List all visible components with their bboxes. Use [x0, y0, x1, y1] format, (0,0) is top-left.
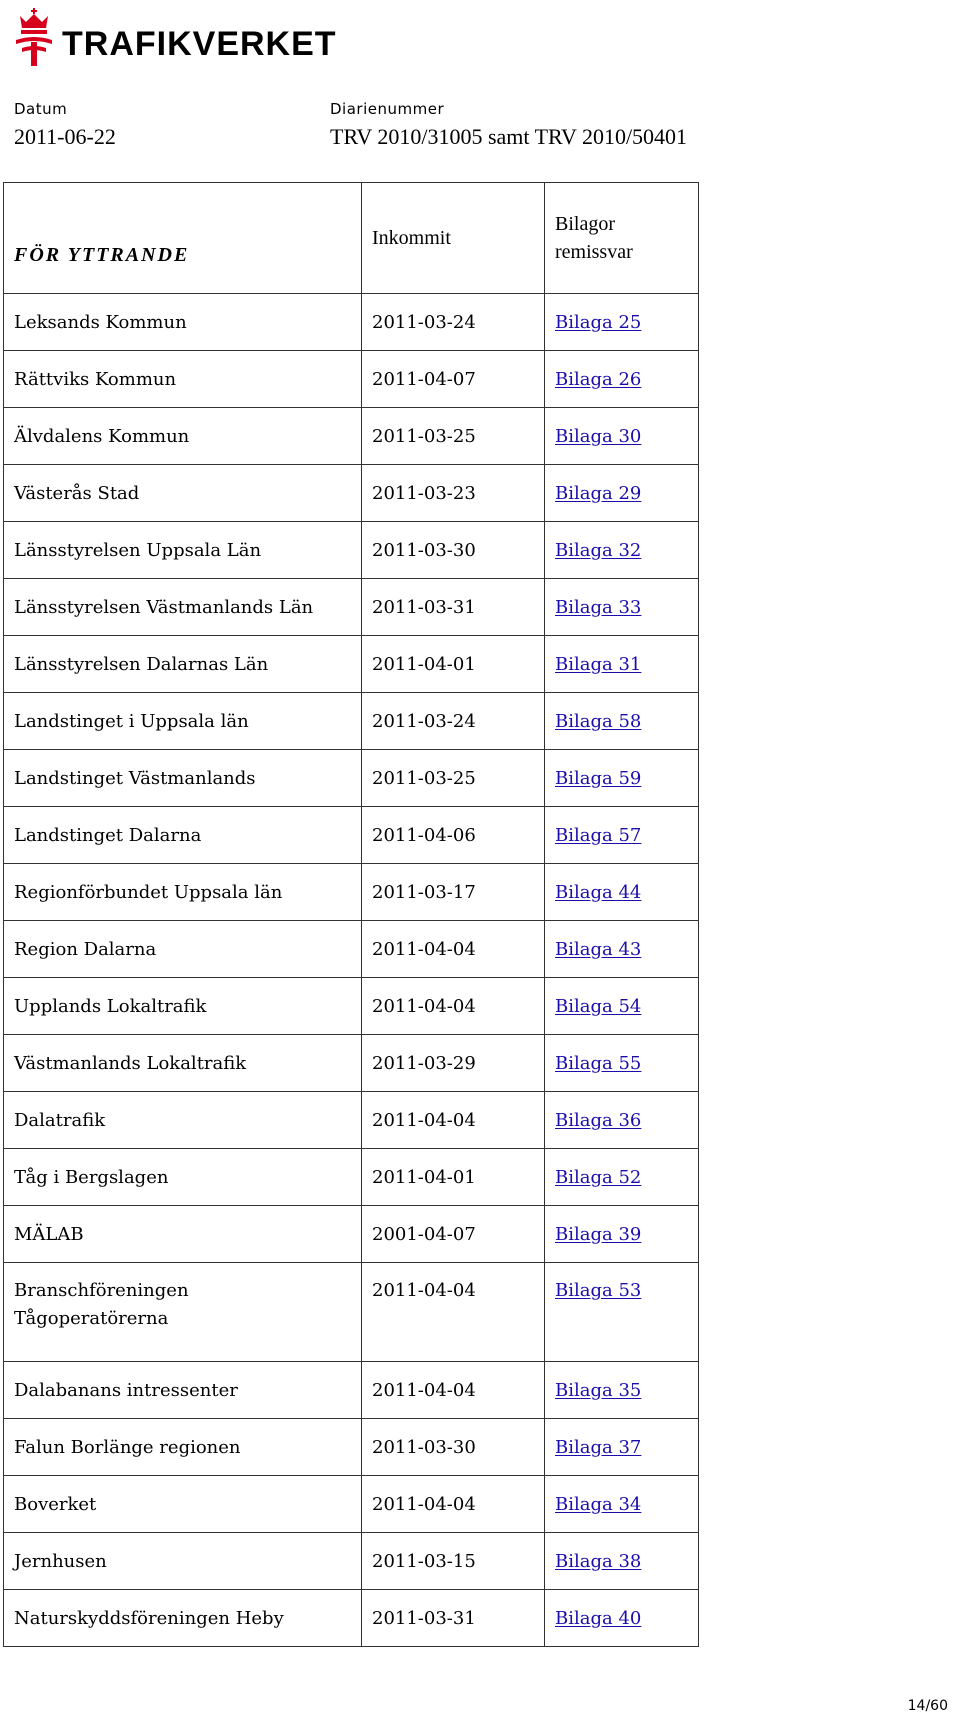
column-header-inkommit: Inkommit — [362, 183, 545, 294]
respondent-name-cell: Leksands Kommun — [4, 294, 362, 351]
trafikverket-logo — [12, 8, 337, 70]
table-row — [4, 1206, 699, 1263]
attachment-link[interactable]: Bilaga 26 — [555, 368, 642, 390]
respondent-name-cell: Landstinget Västmanlands — [4, 750, 362, 807]
respondent-name-cell: Västmanlands Lokaltrafik — [4, 1035, 362, 1092]
referral-responses-table — [3, 182, 699, 1647]
attachment-link[interactable]: Bilaga 39 — [555, 1223, 642, 1245]
attachment-link[interactable]: Bilaga 40 — [555, 1607, 642, 1629]
attachment-link[interactable]: Bilaga 36 — [555, 1109, 642, 1131]
attachment-cell — [545, 351, 699, 408]
table-row — [4, 408, 699, 465]
table-row — [4, 921, 699, 978]
attachment-link[interactable]: Bilaga 58 — [555, 710, 642, 732]
received-date-cell: 2011-03-30 — [362, 522, 545, 579]
attachment-cell — [545, 750, 699, 807]
table-row — [4, 1035, 699, 1092]
attachment-cell — [545, 294, 699, 351]
attachment-cell — [545, 465, 699, 522]
received-date-cell: 2011-03-17 — [362, 864, 545, 921]
diary-number-value: TRV 2010/31005 samt TRV 2010/50401 — [330, 124, 688, 149]
attachment-link[interactable]: Bilaga 57 — [555, 824, 642, 846]
respondent-name-cell: Jernhusen — [4, 1533, 362, 1590]
respondent-name-cell: Länsstyrelsen Västmanlands Län — [4, 579, 362, 636]
received-date-cell: 2011-03-24 — [362, 693, 545, 750]
table-row — [4, 807, 699, 864]
diary-number-block — [330, 100, 687, 150]
respondent-name-cell: Tåg i Bergslagen — [4, 1149, 362, 1206]
column-header-bilagor — [545, 183, 699, 294]
received-date-cell: 2011-03-31 — [362, 1590, 545, 1647]
received-date-cell: 2011-03-24 — [362, 294, 545, 351]
table-row — [4, 522, 699, 579]
attachment-link[interactable]: Bilaga 25 — [555, 311, 642, 333]
date-label: Datum — [14, 100, 68, 118]
attachment-cell — [545, 1533, 699, 1590]
respondent-name-line1: Branschföreningen — [14, 1280, 189, 1301]
table-row — [4, 1476, 699, 1533]
respondent-name-line2: Tågoperatörerna — [14, 1308, 169, 1329]
table-row — [4, 864, 699, 921]
respondent-name-cell: Dalabanans intressenter — [4, 1362, 362, 1419]
received-date-cell: 2011-03-30 — [362, 1419, 545, 1476]
column-header-for-yttrande: FÖR YTTRANDE — [4, 183, 362, 294]
received-date-cell: 2011-04-01 — [362, 1149, 545, 1206]
attachment-cell — [545, 1590, 699, 1647]
respondent-name-cell: Regionförbundet Uppsala län — [4, 864, 362, 921]
attachment-cell — [545, 579, 699, 636]
attachment-cell — [545, 807, 699, 864]
respondent-name-cell: Dalatrafik — [4, 1092, 362, 1149]
received-date-cell: 2011-03-23 — [362, 465, 545, 522]
received-date-cell: 2011-04-04 — [362, 1362, 545, 1419]
table-row — [4, 1419, 699, 1476]
attachment-cell — [545, 522, 699, 579]
table-row — [4, 1149, 699, 1206]
received-date-cell: 2011-03-25 — [362, 408, 545, 465]
respondent-name-cell: Älvdalens Kommun — [4, 408, 362, 465]
table-row — [4, 1533, 699, 1590]
attachment-cell — [545, 1149, 699, 1206]
column-header-bilagor-line1: Bilagor — [555, 213, 615, 235]
received-date-cell: 2011-04-07 — [362, 351, 545, 408]
respondent-name-cell: Landstinget Dalarna — [4, 807, 362, 864]
table-row — [4, 465, 699, 522]
respondent-name-cell — [4, 1263, 362, 1362]
received-date-cell: 2011-04-04 — [362, 1092, 545, 1149]
table-row — [4, 1263, 699, 1362]
attachment-link[interactable]: Bilaga 43 — [555, 938, 642, 960]
attachment-cell — [545, 978, 699, 1035]
table-row — [4, 294, 699, 351]
attachment-cell — [545, 636, 699, 693]
date-block — [14, 100, 116, 150]
received-date-cell: 2011-03-25 — [362, 750, 545, 807]
table-row — [4, 579, 699, 636]
received-date-cell: 2011-04-04 — [362, 921, 545, 978]
logo-wordmark: TRAFIKVERKET — [62, 24, 337, 63]
attachment-link[interactable]: Bilaga 33 — [555, 596, 642, 618]
received-date-cell: 2011-03-31 — [362, 579, 545, 636]
attachment-cell — [545, 1419, 699, 1476]
received-date-cell: 2011-04-06 — [362, 807, 545, 864]
attachment-link[interactable]: Bilaga 29 — [555, 482, 642, 504]
attachment-link[interactable]: Bilaga 52 — [555, 1166, 642, 1188]
received-date-cell: 2011-04-04 — [362, 1476, 545, 1533]
page-number: 14/60 — [907, 1698, 948, 1714]
attachment-cell — [545, 864, 699, 921]
received-date-cell: 2011-04-04 — [362, 1263, 545, 1362]
attachment-cell — [545, 921, 699, 978]
respondent-name-cell: Upplands Lokaltrafik — [4, 978, 362, 1035]
received-date-cell: 2011-04-04 — [362, 978, 545, 1035]
attachment-cell — [545, 1362, 699, 1419]
respondent-name-cell: Rättviks Kommun — [4, 351, 362, 408]
table-row — [4, 693, 699, 750]
received-date-cell: 2011-04-01 — [362, 636, 545, 693]
attachment-cell — [545, 408, 699, 465]
attachment-link[interactable]: Bilaga 54 — [555, 995, 642, 1017]
attachment-link[interactable]: Bilaga 32 — [555, 539, 642, 561]
attachment-link[interactable]: Bilaga 30 — [555, 425, 642, 447]
trafikverket-crown-icon — [12, 8, 56, 70]
table-header-row — [4, 183, 699, 294]
attachment-link[interactable]: Bilaga 37 — [555, 1436, 642, 1458]
table-body — [4, 294, 699, 1647]
attachment-link[interactable]: Bilaga 59 — [555, 767, 642, 789]
attachment-cell — [545, 1476, 699, 1533]
table-row — [4, 978, 699, 1035]
attachment-cell — [545, 1092, 699, 1149]
attachment-cell — [545, 1035, 699, 1092]
column-header-bilagor-line2: remissvar — [555, 241, 633, 263]
attachment-link[interactable]: Bilaga 38 — [555, 1550, 642, 1572]
table-row — [4, 636, 699, 693]
table-row — [4, 750, 699, 807]
table-row — [4, 351, 699, 408]
respondent-name-cell: Boverket — [4, 1476, 362, 1533]
attachment-link[interactable]: Bilaga 44 — [555, 881, 642, 903]
attachment-link[interactable]: Bilaga 53 — [555, 1280, 642, 1301]
received-date-cell: 2011-03-29 — [362, 1035, 545, 1092]
date-value: 2011-06-22 — [14, 124, 116, 149]
respondent-name-cell: Västerås Stad — [4, 465, 362, 522]
respondent-name-cell: MÄLAB — [4, 1206, 362, 1263]
attachment-link[interactable]: Bilaga 35 — [555, 1379, 642, 1401]
attachment-link[interactable]: Bilaga 34 — [555, 1493, 642, 1515]
table-row — [4, 1590, 699, 1647]
attachment-link[interactable]: Bilaga 55 — [555, 1052, 642, 1074]
attachment-cell — [545, 1263, 699, 1362]
respondent-name-cell: Länsstyrelsen Dalarnas Län — [4, 636, 362, 693]
respondent-name-cell: Landstinget i Uppsala län — [4, 693, 362, 750]
attachment-link[interactable]: Bilaga 31 — [555, 653, 642, 675]
diary-number-label: Diarienummer — [330, 100, 445, 118]
respondent-name-cell: Region Dalarna — [4, 921, 362, 978]
attachment-cell — [545, 1206, 699, 1263]
received-date-cell: 2011-03-15 — [362, 1533, 545, 1590]
respondent-name-cell: Falun Borlänge regionen — [4, 1419, 362, 1476]
table-row — [4, 1362, 699, 1419]
table-row — [4, 1092, 699, 1149]
respondent-name-cell: Länsstyrelsen Uppsala Län — [4, 522, 362, 579]
received-date-cell: 2001-04-07 — [362, 1206, 545, 1263]
attachment-cell — [545, 693, 699, 750]
respondent-name-cell: Naturskyddsföreningen Heby — [4, 1590, 362, 1647]
